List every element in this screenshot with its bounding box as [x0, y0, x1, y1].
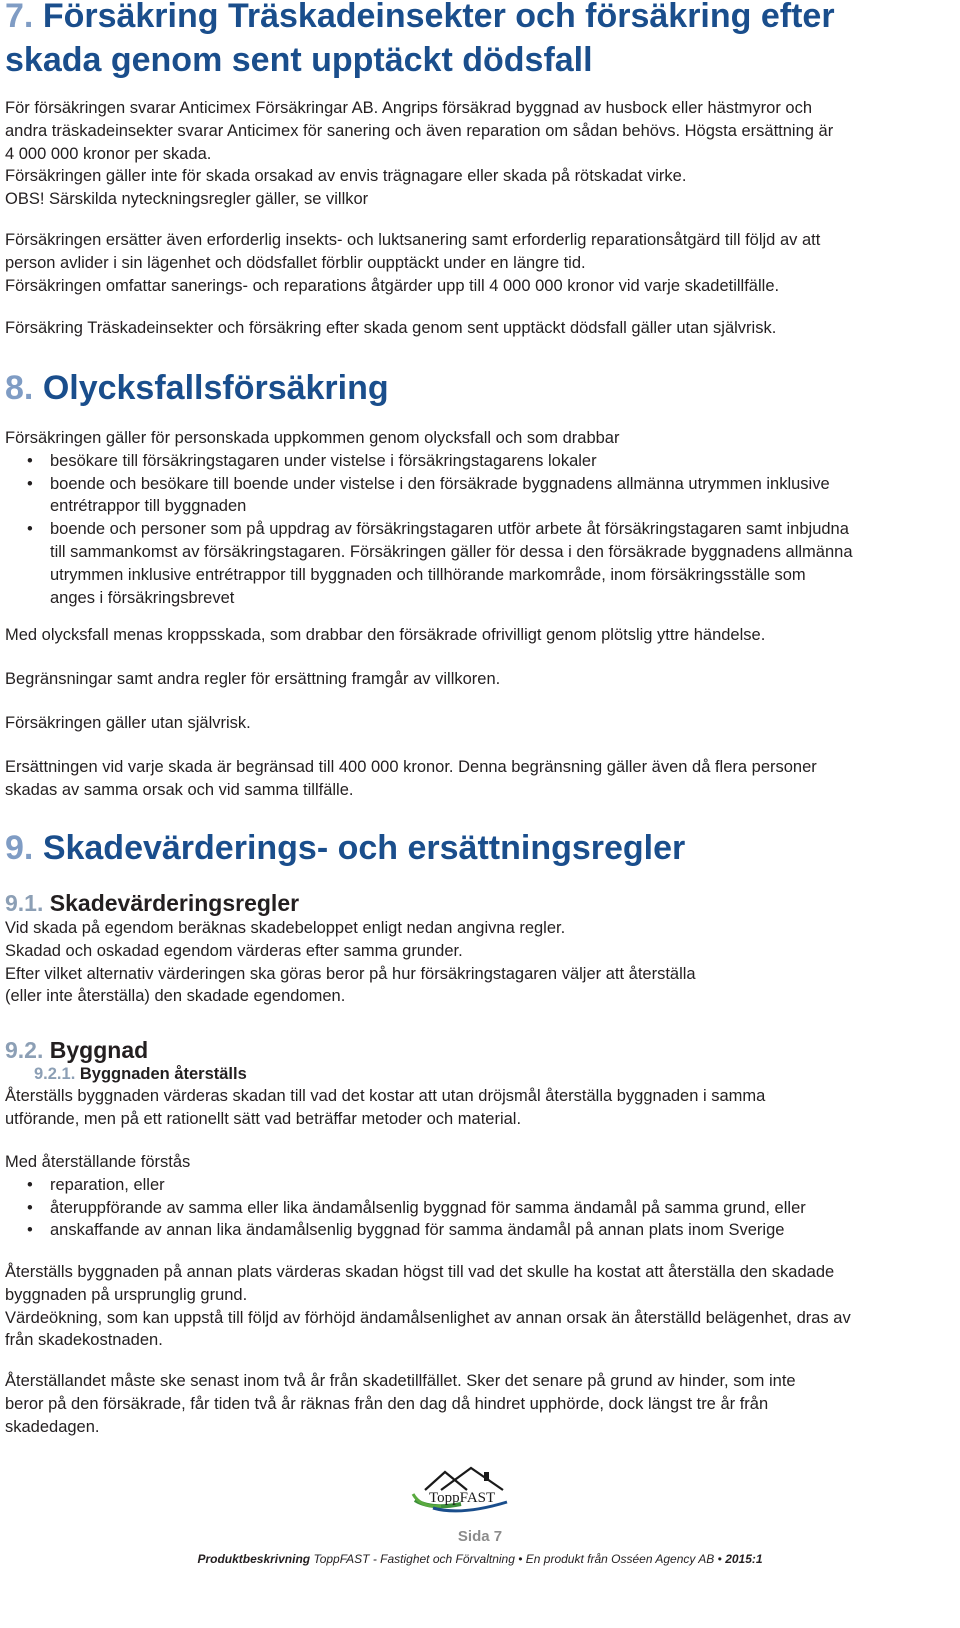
- toppfast-logo: [411, 1466, 511, 1526]
- heading-line: skada genom sent upptäckt dödsfall: [5, 41, 593, 79]
- footer-line: [0, 1552, 960, 1566]
- text-line: Försäkringen gäller för personskada uppkommen genom olycksfall och som drabbar: [5, 429, 620, 447]
- text-line: Försäkringen gäller utan självrisk.: [5, 714, 251, 732]
- text-line: beror på den försäkrade, får tiden två år räknas från den dag då hindret upphörde, dock längst tre år från: [5, 1394, 769, 1413]
- section-number: 7.: [5, 0, 34, 35]
- section-9-heading: [5, 826, 685, 870]
- footer-text: ToppFAST - Fastighet och Förvaltning • En produkt från Osséen Agency AB •: [310, 1552, 726, 1566]
- bullet-list: [5, 450, 853, 610]
- text-line: Värdeökning, som kan uppstå till följd av förhöjd ändamålsenlighet av annan orsak än återställd belägenhet, dras av: [5, 1308, 851, 1327]
- text-line: Återställs byggnaden värderas skadan till vad det kostar att utan dröjsmål återställa byggnaden i samma: [5, 1087, 766, 1105]
- heading-title: Byggnaden återställs: [79, 1065, 247, 1083]
- section-9-2-1-aterstallande: [5, 1151, 806, 1242]
- section-number: 9.: [5, 829, 34, 867]
- section-9-1-heading: [5, 889, 299, 917]
- heading-title: Olycksfallsförsäkring: [42, 369, 389, 407]
- text-line: Försäkring Träskadeinsekter och försäkring efter skada genom sent upptäckt dödsfall gäller utan självrisk.: [5, 319, 777, 337]
- bullet-list: [5, 1174, 806, 1242]
- section-8-olycksfall: [5, 624, 765, 647]
- section-7: [5, 0, 835, 82]
- section-7-paragraph-3: [5, 317, 776, 340]
- text-line: person avlider i sin lägenhet och dödsfallet förblir oupptäckt under en längre tid.: [5, 253, 586, 272]
- section-8-begransningar: [5, 668, 500, 691]
- section-number: 8.: [5, 369, 34, 407]
- text-line: Försäkringen gäller inte för skada orsakad av envis trägnagare eller skada på rötskadat virke.: [5, 167, 687, 186]
- text-line: Återställs byggnaden på annan plats värderas skadan högst till vad det skulle ha kostat att återställa den skadade: [5, 1263, 835, 1281]
- text-line: Försäkringen omfattar sanerings- och reparations åtgärder upp till 4 000 000 kronor vid varje skadetillfälle.: [5, 276, 780, 295]
- text-line: 4 000 000 kronor per skada.: [5, 144, 212, 163]
- text-line: (eller inte återställa) den skadade egendomen.: [5, 987, 346, 1006]
- logo-wordmark: ToppFAST: [429, 1490, 496, 1506]
- footer-year: 2015:1: [725, 1552, 763, 1566]
- text-line: Vid skada på egendom beräknas skadebeloppet enligt nedan angivna regler.: [5, 919, 566, 937]
- text-line: Skadad och oskadad egendom värderas efter samma grunder.: [5, 941, 463, 960]
- text-line: OBS! Särskilda nyteckningsregler gäller, se villkor: [5, 190, 369, 209]
- text-line: Efter vilket alternativ värderingen ska göras beror på hur försäkringstagaren väljer att återställa: [5, 964, 696, 983]
- section-9-2-heading: [5, 1036, 148, 1064]
- list-item: • boende och personer som på uppdrag av försäkringstagaren utför arbete åt försäkringstagaren samt inbjudna till sammankomst av försäkringstagaren. Försäkringen gäller för dessa i den försäkrade byggnadens allmänna utrymmen inklusive entrétrappor till byggnaden och tillhörande markområde, inom försäkringsställe som anges i försäkringsbrevet: [5, 518, 853, 609]
- section-9-2-1-body: [5, 1085, 765, 1131]
- section-number: 9.2.: [5, 1037, 44, 1063]
- text-line: utförande, men på ett rationellt sätt vad beträffar metoder och material.: [5, 1109, 522, 1128]
- text-line: Med återställande förstås: [5, 1153, 191, 1171]
- text-line: Återställandet måste ske senast inom två år från skadetillfället. Sker det senare på grund av hinder, som inte: [5, 1372, 796, 1390]
- text-line: skadedagen.: [5, 1417, 100, 1436]
- list-item: • återuppförande av samma eller lika ändamålsenlig byggnad för samma ändamål på samma grund, eller: [5, 1197, 806, 1220]
- heading-title: Skadevärderings- och ersättningsregler: [42, 829, 686, 867]
- footer-product: Produktbeskrivning: [197, 1552, 311, 1566]
- text-line: från skadekostnaden.: [5, 1331, 163, 1350]
- section-9-1-body: [5, 917, 696, 1008]
- list-item: • besökare till försäkringstagaren under vistelse i försäkringstagarens lokaler: [5, 450, 853, 473]
- section-9-2-1-heading: [5, 1064, 247, 1084]
- list-item: • reparation, eller: [5, 1174, 806, 1197]
- heading-title: Byggnad: [49, 1037, 149, 1063]
- section-7-paragraph-2: [5, 229, 820, 297]
- heading-line: Försäkring Träskadeinsekter och försäkring efter: [42, 0, 835, 35]
- section-number: 9.1.: [5, 890, 44, 916]
- text-line: byggnaden på ursprunglig grund.: [5, 1285, 248, 1304]
- list-item: • boende och besökare till boende under vistelse i den försäkrade byggnadens allmänna utrymmen inklusive entrétrappor till byggnaden: [5, 473, 853, 519]
- section-7-paragraph-1: [5, 97, 833, 211]
- section-9-2-1-tidsgrans: [5, 1370, 796, 1438]
- text-line: Begränsningar samt andra regler för ersättning framgår av villkoren.: [5, 670, 501, 688]
- section-7-heading: [5, 0, 835, 82]
- section-8-body: [5, 427, 853, 609]
- section-number: 9.2.1.: [34, 1065, 76, 1083]
- section-9-2-1-annan-plats: [5, 1261, 851, 1352]
- text-line: Försäkringen ersätter även erforderlig insekts- och luktsanering samt erforderlig reparationsåtgärd till följd av att: [5, 231, 821, 249]
- section-8-ersattning: [5, 756, 817, 802]
- text-line: Med olycksfall menas kroppsskada, som drabbar den försäkrade ofrivilligt genom plötslig yttre händelse.: [5, 626, 766, 644]
- section-8-heading: [5, 366, 389, 410]
- text-line: För försäkringen svarar Anticimex Försäkringar AB. Angrips försäkrad byggnad av husbock eller hästmyror och: [5, 99, 813, 117]
- heading-title: Skadevärderingsregler: [49, 890, 300, 916]
- text-line: andra träskadeinsekter svarar Anticimex för sanering och även reparation om sådan behövs. Högsta ersättning är: [5, 121, 834, 140]
- text-line: skadas av samma orsak och vid samma tillfälle.: [5, 780, 354, 799]
- section-8-sjalvrisk: [5, 712, 251, 735]
- list-item: • anskaffande av annan lika ändamålsenlig byggnad för samma ändamål på annan plats inom Sverige: [5, 1219, 806, 1242]
- page-number: Sida 7: [457, 1528, 503, 1545]
- text-line: Ersättningen vid varje skada är begränsad till 400 000 kronor. Denna begränsning gäller även då flera personer: [5, 758, 817, 776]
